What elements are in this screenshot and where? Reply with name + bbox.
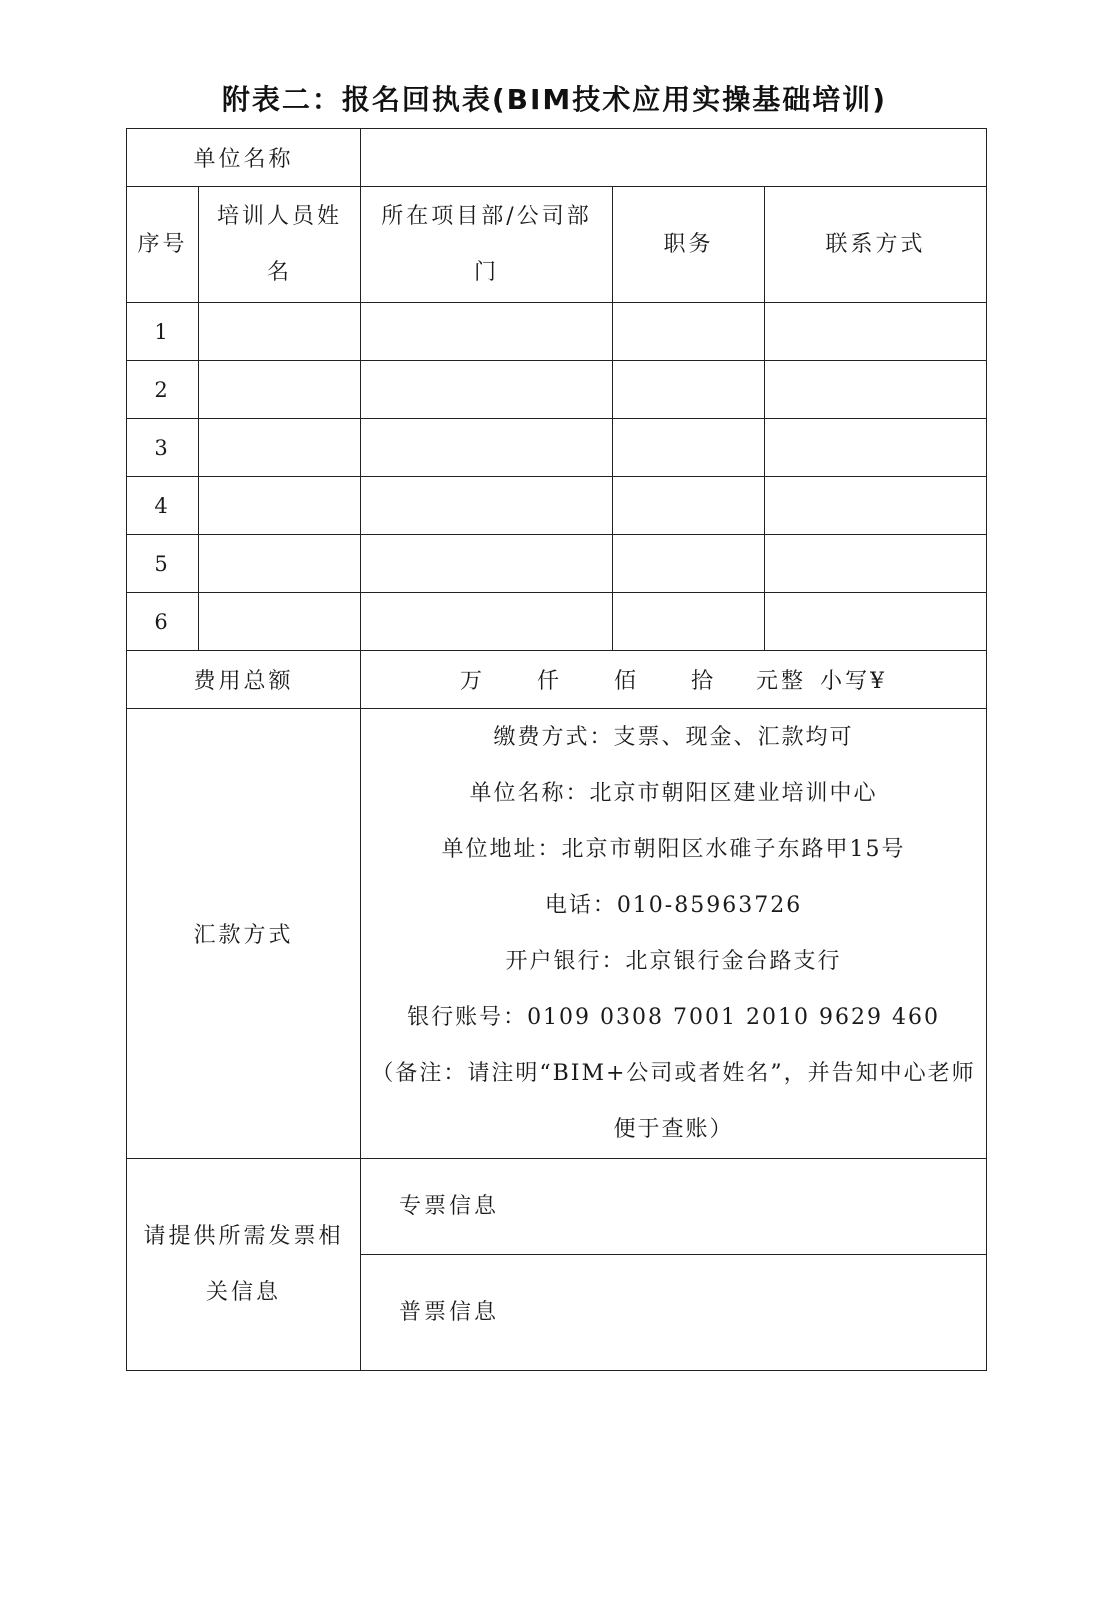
row-index: 4 [127, 477, 199, 535]
table-row [127, 361, 987, 419]
position-cell[interactable] [613, 419, 765, 477]
position-cell[interactable] [613, 593, 765, 651]
position-cell[interactable] [613, 477, 765, 535]
header-index: 序号 [127, 187, 199, 303]
fee-label: 费用总额 [127, 651, 361, 709]
row-index: 6 [127, 593, 199, 651]
table-row [127, 303, 987, 361]
header-position: 职务 [613, 187, 765, 303]
registration-form-table [126, 128, 987, 1371]
invoice-row-special [127, 1159, 987, 1255]
header-contact: 联系方式 [765, 187, 987, 303]
contact-cell[interactable] [765, 477, 987, 535]
payment-methods: 缴费方式：支票、现金、汇款均可 [493, 724, 854, 750]
fee-row [127, 651, 987, 709]
header-row [127, 187, 987, 303]
unit-name-label: 单位名称 [127, 129, 361, 187]
fee-unit-wan: 万 [459, 669, 485, 694]
table-row [127, 535, 987, 593]
position-cell[interactable] [613, 535, 765, 593]
department-cell[interactable] [361, 535, 613, 593]
special-invoice-cell[interactable] [361, 1159, 987, 1255]
header-department: 所在项目部/公司部门 [361, 187, 613, 303]
fee-unit-yuan: 元整 [756, 669, 807, 694]
department-cell[interactable] [361, 419, 613, 477]
trainee-name-cell[interactable] [199, 419, 361, 477]
table-row [127, 593, 987, 651]
contact-cell[interactable] [765, 303, 987, 361]
page-title: 附表二：报名回执表(BIM技术应用实操基础培训) [221, 83, 888, 116]
contact-cell[interactable] [765, 361, 987, 419]
unit-name-value[interactable] [361, 129, 987, 187]
special-invoice-label: 专票信息 [399, 1193, 500, 1219]
header-trainee-name: 培训人员姓名 [199, 187, 361, 303]
unit-name-row [127, 129, 987, 187]
contact-cell[interactable] [765, 419, 987, 477]
row-index: 3 [127, 419, 199, 477]
bank-name: 开户银行：北京银行金台路支行 [505, 948, 842, 974]
contact-cell[interactable] [765, 593, 987, 651]
remittance-label: 汇款方式 [127, 709, 361, 1159]
remittance-info [361, 709, 987, 1159]
invoice-label: 请提供所需发票相关信息 [127, 1159, 361, 1371]
position-cell[interactable] [613, 303, 765, 361]
fee-small-write: 小写¥ [820, 669, 888, 694]
payee-phone: 电话：010-85963726 [544, 892, 803, 918]
row-index: 1 [127, 303, 199, 361]
payee-name: 单位名称：北京市朝阳区建业培训中心 [469, 780, 878, 806]
fee-unit-qian: 仟 [537, 669, 563, 694]
trainee-name-cell[interactable] [199, 361, 361, 419]
fee-unit-bai: 佰 [614, 669, 640, 694]
trainee-name-cell[interactable] [199, 535, 361, 593]
fee-amount-cell[interactable] [361, 651, 987, 709]
trainee-name-cell[interactable] [199, 593, 361, 651]
remittance-note: （备注：请注明“BIM+公司或者姓名”，并告知中心老师便于查账） [371, 1060, 976, 1142]
department-cell[interactable] [361, 593, 613, 651]
table-row [127, 477, 987, 535]
fee-unit-shi: 拾 [691, 669, 717, 694]
ordinary-invoice-cell[interactable] [361, 1255, 987, 1371]
trainee-name-cell[interactable] [199, 303, 361, 361]
row-index: 5 [127, 535, 199, 593]
contact-cell[interactable] [765, 535, 987, 593]
bank-account: 银行账号：0109 0308 7001 2010 9629 460 [407, 1004, 940, 1030]
department-cell[interactable] [361, 361, 613, 419]
department-cell[interactable] [361, 303, 613, 361]
trainee-name-cell[interactable] [199, 477, 361, 535]
department-cell[interactable] [361, 477, 613, 535]
fee-units [361, 664, 986, 695]
payee-address: 单位地址：北京市朝阳区水碓子东路甲15号 [441, 836, 906, 862]
position-cell[interactable] [613, 361, 765, 419]
remittance-row [127, 709, 987, 1159]
ordinary-invoice-label: 普票信息 [399, 1299, 500, 1325]
row-index: 2 [127, 361, 199, 419]
table-row [127, 419, 987, 477]
